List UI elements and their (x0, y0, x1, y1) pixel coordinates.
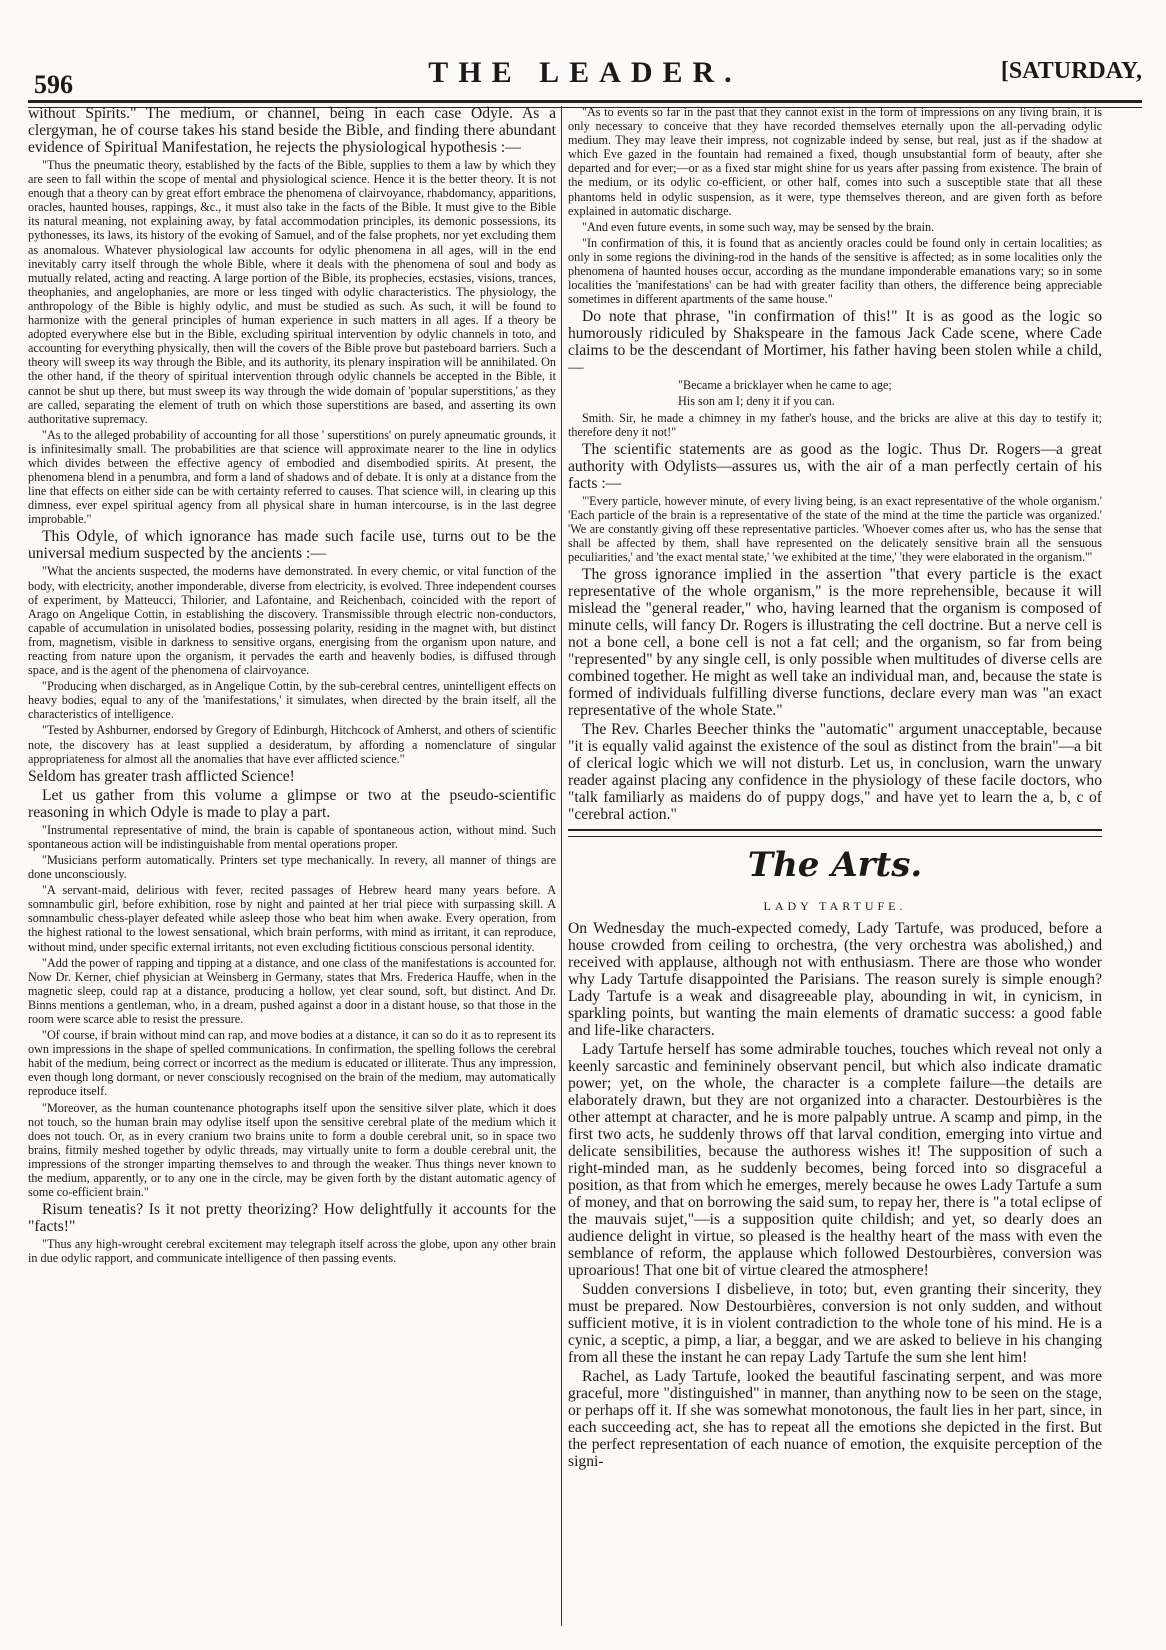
quotation: "A servant-maid, delirious with fever, recited passages of Hebrew heard many years before. A somnambulic girl, before exhibition, rose by night and painted at her trial piece with surpassing skill. A somnambulic chess-player defeated while asleep those who beat him when awake. Every operation, from the highest rational to the lowest sensational, which brain performs, with mind as irritant, it can reproduce, without mind, under specific external irritants, not even excluding fictitious conscious personal identity. (28, 883, 556, 954)
quotation: "As to events so far in the past that they cannot exist in the form of impressions on any living brain, it is only necessary to conceive that they have recorded themselves eternally upon the all-pervading odylic medium. They may leave their impress, not cognizable indeed by sense, but real, just as if the shadow at which Eve gazed in the fountain had remained a fixed, though unsubstantial form of beauty, after she departed and for ever;—or as a fixed star might shine for us years after passing from existence. The brain of the medium, or its odylic co-efficient, or other half, comes into such a susceptible state that all these phantoms held in odylic suspension, as it were, type themselves thereon, and are given forth as before explained in automatic discharge. (568, 105, 1102, 218)
quotation: "'Every particle, however minute, of every living being, is an exact representative of the whole organism.' 'Each particle of the brain is a representative of the state of the mind at the time the particle was organized.' 'We are constantly giving off these representative particles. 'Whoever comes after us, who has the sense that shall be affected by them, shall have represented on the delicately sensitive brain all the sensuous peculiarities,' and 'the exact mental state,' 'we exhibited at the time,' 'they were elaborated in the organism.'" (568, 493, 1102, 565)
paragraph: Seldom has greater trash afflicted Science! (28, 767, 295, 785)
paragraph: The gross ignorance implied in the assertion "that every particle is the exact representative of the whole organism," is the more reprehensible, because it will mislead the "general reader," who, having learned that the organism is composed of minute cells, will fancy Dr. Rogers is illustrating the cell doctrine. But a nerve cell is not a bone cell, a bone cell is not a fat cell; and the organism, so far from being "represented" by any single cell, is only possible when multitudes of diverse cells are combined together. He might as well take an individual man, and, because the state is formed of individuals fulfilling diverse functions, declare every man was "an exact representative of the whole State." (568, 566, 1102, 720)
paragraph: Rachel, as Lady Tartufe, looked the beautiful fascinating serpent, and was more graceful, more "distinguished" in manner, than anything now to be seen on the stage, or perhaps off it. If she was somewhat monotonous, the fault lies in her part, since, in each succeeding act, she has to repeat all the emotions she depicted in the first. But the perfect representation of each nuance of emotion, the exquisite perception of the signi- (568, 1368, 1102, 1471)
column-rule (561, 106, 562, 1626)
paragraph: Let us gather from this volume a glimpse or two at the pseudo-scientific reasoning in which Odyle is made to play a part. (28, 786, 556, 821)
paragraph: Do note that phrase, "in confirmation of this!" It is as good as the logic so humorously ridiculed by Shakspeare in the famous Jack Cade scene, where Cade claims to be the descendant of Mortimer, his father having been stolen while a child,— (568, 308, 1102, 377)
paragraph: The Rev. Charles Beecher thinks the "automatic" argument unacceptable, because "it is equally valid against the existence of the soul as distinct from the brain"—a bit of clerical logic which we will not disturb. Let us, in conclusion, warn the unwary reader against placing any confidence in the physiology of these facile doctors, who "talk familiarly as maidens do of puppy dogs," and have yet to learn the a, b, c of "cerebral action." (568, 721, 1102, 824)
quotation: "Add the power of rapping and tipping at a distance, and one class of the manifestations is accounted for. Now Dr. Kerner, chief physician at Weinsberg in Germany, states that Mrs. Frederica Hauffe, when in the magnetic sleep, could rap at a distance, producing a hollow, yet clear sound, soft, but distinct. And Dr. Binns mentions a gentleman, who, in a dream, pushed against a door in a distant house, so that those in the room were scarce able to resist the pressure. (28, 955, 556, 1026)
paragraph: without Spirits." The medium, or channel, being in each case Odyle. As a clergyman, he of course takes his stand beside the Bible, and finding there abundant evidence of Spiritual Manifestation, he rejects the physiological hypothesis :— (28, 105, 556, 156)
section-divider (568, 829, 1102, 837)
paragraph: Risum teneatis? Is it not pretty theorizing? How delightfully it accounts for the "facts!" (28, 1201, 556, 1236)
section-heading: The Arts. (747, 845, 923, 886)
quotation: "Of course, if brain without mind can rap, and move bodies at a distance, it can so do it as to represent its own impressions in the shape of spelled communications. In confirmation, the spelling follows the cerebral habit of the medium, being correct or incorrect as the medium is educated or illiterate. Thus any impression, even though long dormant, or never consciously recognised on the brain of the medium, may automatically reproduce itself. (28, 1028, 556, 1099)
verse-line: His son am I; deny it if you can. (678, 394, 835, 409)
paragraph: The scientific statements are as good as the logic. Thus Dr. Rogers—a great authority with Odylists—assures us, with the air of a man perfectly certain of his facts :— (568, 440, 1102, 492)
issue-day: [SATURDAY, (1000, 58, 1142, 84)
left-column (28, 105, 556, 1635)
quotation: "Thus the pneumatic theory, established by the facts of the Bible, supplies to them a law by which they are seen to fall within the scope of mental and physiological science. Hence it is the better theory. It is not enough that a theory can by great effort embrace the phenomena of clairvoyance, rhabdomancy, apparitions, oracles, haunted houses, rappings, &c., it must also take in the facts of the Bible. It must give to the Bible its natural meaning, not explaining away, by fatal accommodation principles, its demonic possessions, its pythonesses, its laws, its history of the evoking of Samuel, and of the false prophets, nor yet excluding them as anomalous. Whatever physiological law accounts for odylic phenomena in all ages, will in the end inevitably carry itself through the whole Bible, where it deals with the phenomena of soul and body as mutually related, acting and reacting. A large portion of the Bible, its prophecies, ecstasies, visions, trances, theophanies, and angelophanies, are more or less tinged with odylic characteristics. The physiology, the anthropology of the Bible is highly odylic, and must be studied as such. As such, it will be found to harmonize with the general principles of human experience in such matters in all ages. If a theory be adopted everywhere else but in the Bible, excluding spiritual intervention by odylic channels in toto, and accounting for everything physically, then will the covers of the Bible prove but pasteboard barriers. Such a theory will sweep its way through the Bible, and its authority, its plenary inspiration will be annihilated. On the other hand, if the theory of spiritual intervention through odylic channels be accepted in the Bible, it cannot be shut up there, but must sweep its way through the wide domain of 'popular superstitions,' as they are called, separating the element of truth on which those superstitions are based, and asserting its own authoritative supremacy. (28, 158, 556, 426)
paragraph: Sudden conversions I disbelieve, in toto; but, even granting their sincerity, they must be prepared. Now Destourbières, conversion is not only sudden, and without sufficient motive, it is in violent contradiction to the whole tone of his mind. He is a cynic, a sceptic, a pimp, a liar, a beggar, and we are asked to believe in his changing from all these the instant he can repay Lady Tartufe the sum she lent him! (568, 1281, 1102, 1367)
quotation: "Producing when discharged, as in Angelique Cottin, by the sub-cerebral centres, unintelligent effects on heavy bodies, equal to any of the 'manifestations,' it simulates, when directed by the brain itself, all the characteristics of intelligence. (28, 679, 556, 722)
paragraph: This Odyle, of which ignorance has made such facile use, turns out to be the universal medium suspected by the ancients :— (28, 528, 556, 563)
right-column (568, 105, 1102, 1635)
quotation: "Musicians perform automatically. Printers set type mechanically. In revery, all manner of things are done unconsciously. (28, 852, 556, 882)
quotation: "And even future events, in some such way, may be sensed by the brain. (582, 219, 935, 234)
quotation: Smith. Sir, he made a chimney in my father's house, and the bricks are alive at this day to testify it; therefore deny it not!" (568, 410, 1102, 439)
paragraph: On Wednesday the much-expected comedy, Lady Tartufe, was produced, before a house crowded from ceiling to orchestra, (the very orchestra was abolished,) and received with applause, although not with enthusiasm. There are those who wonder why Lady Tartufe disappointed the Parisians. The reason surely is simple enough? Lady Tartufe is a weak and disagreeable play, abounding in wit, in cynicism, in sparkling points, but wanting the main elements of dramatic success: a good fable and life-like characters. (568, 920, 1102, 1040)
article-title: LADY TARTUFE. (763, 899, 907, 914)
page-header (28, 48, 1142, 108)
quotation: "Moreover, as the human countenance photographs itself upon the sensitive silver plate, which it does not touch, so the human brain may odylise itself upon the sensitive cerebral plate of the medium which it does not touch. Or, as in every cranium two brains unite to form a double cerebral unit, so in space two brains, fitmily meshed together by odylic threads, may virtually unite to form a double cerebral unit, the impressions of the stronger imparting themselves to and through the weaker. Thus things never known to the medium, apparently, or to any one in the circle, may be given forth by the distant automatic agency of some co-efficient brain." (28, 1100, 556, 1200)
quotation: "As to the alleged probability of accounting for all those ' superstitions' on purely apneumatic grounds, it is infinitesimally small. The probabilities are that science will approximate nearer to the line in odylics which divides between the effective agency of embodied and disembodied spirits. At present, the phenomena blend in a penumbra, and form a land of shadows and of debate. It is only at a distance from the line that effects on either side can be with certainty referred to causes. That science will, in clearing up this dimness, ever expel spiritual agency from all physical share in human intercourse, is in the last degree improbable." (28, 427, 556, 527)
verse-line: "Became a bricklayer when he came to age; (678, 378, 892, 393)
masthead: THE LEADER. (428, 56, 742, 89)
quotation: "Thus any high-wrought cerebral excitement may telegraph itself across the globe, upon any other brain in due odylic rapport, and communicate intelligence of then passing events. (28, 1237, 556, 1266)
paragraph: Lady Tartufe herself has some admirable touches, touches which reveal not only a keenly sarcastic and femininely observant pencil, but which also indicate dramatic power; yet, on the whole, the character is a complete failure—the details are elaborately drawn, but they are not organized into a character. Destourbières is the other attempt at character, and he is more palpably untrue. A scamp and pimp, in the first two acts, he suddenly throws off that larval condition, emerging into virtue and delicate sensibilities, because the authoress wishes it! The supposition of such a right-minded man, as he suddenly becomes, being forced into so disgraceful a position, as that from which he emerges, merely because he owes Lady Tartufe a sum of money, and that on borrowing the said sum, to repay her, there is "a total eclipse of the mauvais sujet,"—is a supposition quite childish; and yet, so dearly does an audience delight in virtue, so pleased is the healthy heart of the mass with even the semblance of reform, the applause which followed Destourbières, conversion was uproarious! That one bit of virtue cleared the atmosphere! (568, 1041, 1102, 1280)
quotation: "What the ancients suspected, the moderns have demonstrated. In every chemic, or vital function of the body, with electricity, another imponderable, diverse from electricity, is evolved. Three independent courses of experiment, by Matteucci, Thilorier, and Lafontaine, and Reichenbach, coincided with the report of Arago on Angelique Cottin, in establishing the discovery. Transmissible through electric non-conductors, capable of accumulation in unisolated bodies, possessing polarity, residing in the magnet with, but distinct from, magnetism, visible in darkness to sensitive organs, energising from the organism upon nature, and reacting from nature upon the organism, it pervades the earth and heavenly bodies, is diffused through space, and is the agent of the phenomena of clairvoyance. (28, 564, 556, 678)
page-number: 596 (34, 70, 73, 99)
quotation: "Instrumental representative of mind, the brain is capable of spontaneous action, without mind. Such spontaneous action will be indistinguishable from mental operations proper. (28, 822, 556, 851)
quotation: "Tested by Ashburner, endorsed by Gregory of Edinburgh, Hitchcock of Amherst, and others of scientific note, the discovery has at least supplied a desideratum, by affording a nomenclature of singular appropriateness for almost all the anomalies that have ever afflicted science." (28, 723, 556, 766)
quotation: "In confirmation of this, it is found that as anciently oracles could be found only in certain localities; as only in some regions the divining-rod in the hands of the sensitive is affected; as in some localities only the phenomena of haunted houses occur, according as the mundane imponderable emanations vary; so in some localities the 'manifestations' can be had with greater facility than others, the difference being appreciable sometimes in different apartments of the same house." (568, 235, 1102, 307)
